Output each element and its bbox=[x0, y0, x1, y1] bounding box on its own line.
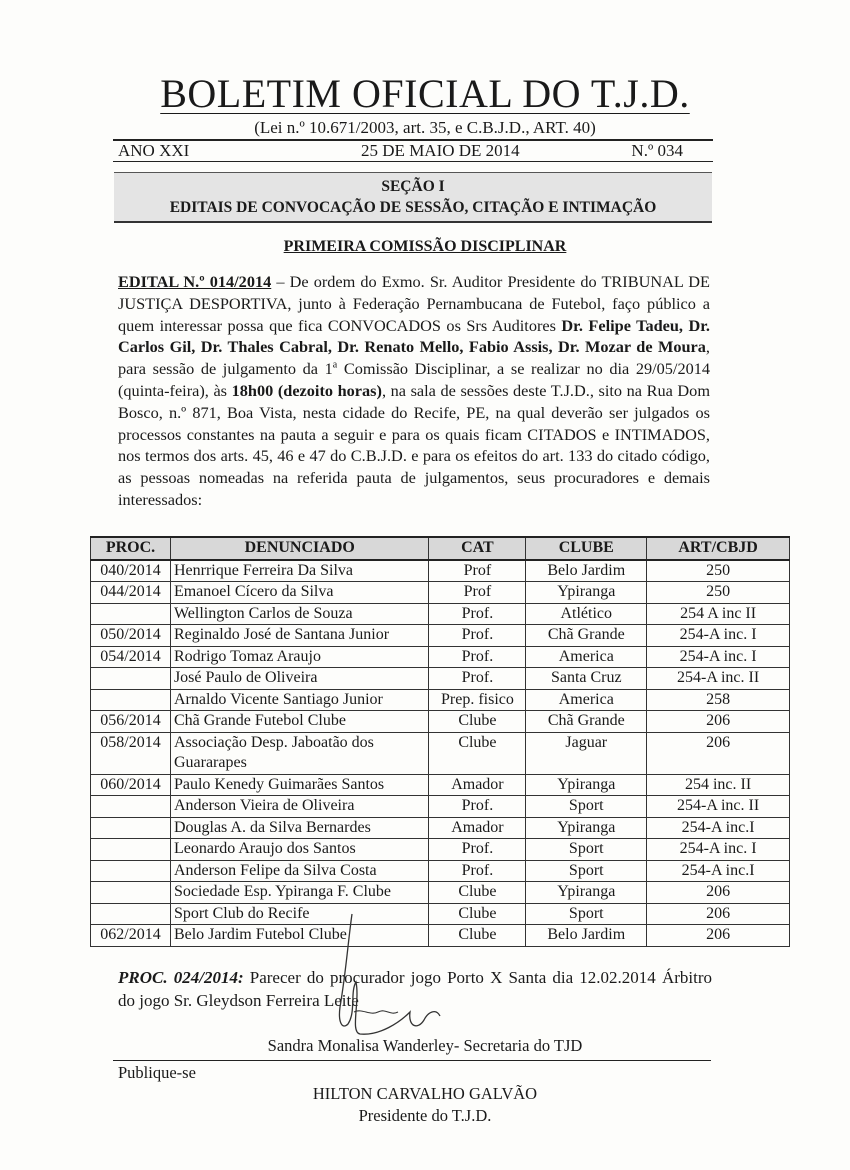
col-cat: CAT bbox=[429, 537, 526, 560]
president-block bbox=[0, 1083, 850, 1127]
publique-se: Publique-se bbox=[118, 1063, 196, 1082]
issue-info bbox=[118, 141, 683, 161]
section-title: EDITAIS DE CONVOCAÇÃO DE SESSÃO, CITAÇÃO E INTIMAÇÃO bbox=[169, 199, 657, 216]
cell-denunciado: José Paulo de Oliveira bbox=[170, 668, 429, 690]
cell-art: 258 bbox=[647, 689, 790, 711]
cell-clube: Belo Jardim bbox=[526, 560, 647, 582]
cell-clube: Jaguar bbox=[526, 732, 647, 774]
cell-cat: Prof. bbox=[429, 860, 526, 882]
table-row bbox=[91, 839, 790, 861]
table-header-row bbox=[91, 537, 790, 560]
cell-clube: Atlético bbox=[526, 603, 647, 625]
ordinal-sup: a bbox=[332, 359, 338, 371]
table-row bbox=[91, 732, 790, 774]
table-row bbox=[91, 582, 790, 604]
col-proc: PROC. bbox=[91, 537, 171, 560]
cell-art: 254 A inc II bbox=[647, 603, 790, 625]
bulletin-title: BOLETIM OFICIAL DO T.J.D. bbox=[160, 71, 690, 116]
cell-cat: Clube bbox=[429, 882, 526, 904]
cell-proc: 040/2014 bbox=[91, 560, 171, 582]
cell-denunciado: Sociedade Esp. Ypiranga F. Clube bbox=[170, 882, 429, 904]
cell-clube: Chã Grande bbox=[526, 625, 647, 647]
cell-denunciado: Wellington Carlos de Souza bbox=[170, 603, 429, 625]
table-row bbox=[91, 625, 790, 647]
cell-proc bbox=[91, 860, 171, 882]
cell-denunciado: Anderson Felipe da Silva Costa bbox=[170, 860, 429, 882]
table-row bbox=[91, 603, 790, 625]
cell-cat: Amador bbox=[429, 774, 526, 796]
cell-cat: Prof. bbox=[429, 668, 526, 690]
table-row bbox=[91, 796, 790, 818]
cell-cat: Clube bbox=[429, 711, 526, 733]
cell-proc bbox=[91, 817, 171, 839]
cell-cat: Prof. bbox=[429, 646, 526, 668]
table-row bbox=[91, 646, 790, 668]
cell-clube: Belo Jardim bbox=[526, 925, 647, 947]
auditors-list: Dr. Felipe Tadeu, Dr. Carlos Gil, Dr. Thales Cabral, Dr. Renato Mello, Fabio Assis, Dr. Mozar de Moura bbox=[118, 315, 711, 357]
cell-denunciado: Arnaldo Vicente Santiago Junior bbox=[170, 689, 429, 711]
cell-art: 254-A inc. II bbox=[647, 796, 790, 818]
cell-clube: Chã Grande bbox=[526, 711, 647, 733]
cell-proc: 050/2014 bbox=[91, 625, 171, 647]
cell-art: 206 bbox=[647, 925, 790, 947]
cell-proc bbox=[91, 603, 171, 625]
cell-cat: Prof bbox=[429, 582, 526, 604]
cell-denunciado: Reginaldo José de Santana Junior bbox=[170, 625, 429, 647]
cell-art: 250 bbox=[647, 560, 790, 582]
col-denunciado: DENUNCIADO bbox=[170, 537, 429, 560]
signature-rule bbox=[113, 1060, 711, 1061]
cell-proc bbox=[91, 689, 171, 711]
cell-denunciado: Henrrique Ferreira Da Silva bbox=[170, 560, 429, 582]
table-row bbox=[91, 817, 790, 839]
judgment-table bbox=[90, 536, 790, 947]
cell-clube: Sport bbox=[526, 839, 647, 861]
section-banner bbox=[114, 172, 712, 223]
cell-clube: Sport bbox=[526, 796, 647, 818]
cell-cat: Prof. bbox=[429, 839, 526, 861]
issue-date: 25 DE MAIO DE 2014 bbox=[361, 141, 520, 160]
cell-art: 254 inc. II bbox=[647, 774, 790, 796]
cell-denunciado: Paulo Kenedy Guimarães Santos bbox=[170, 774, 429, 796]
cell-proc: 060/2014 bbox=[91, 774, 171, 796]
cell-clube: Santa Cruz bbox=[526, 668, 647, 690]
president-title: Presidente do T.J.D. bbox=[358, 1106, 492, 1125]
cell-clube: America bbox=[526, 646, 647, 668]
header-rule-bottom bbox=[113, 161, 713, 162]
cell-cat: Amador bbox=[429, 817, 526, 839]
cell-proc bbox=[91, 668, 171, 690]
cell-clube: Ypiranga bbox=[526, 882, 647, 904]
edital-text-3: Comissão Disciplinar, a se realizar no dia 29/05/2014 (quinta-feira), às bbox=[118, 359, 711, 400]
cell-proc: 044/2014 bbox=[91, 582, 171, 604]
commission-title: PRIMEIRA COMISSÃO DISCIPLINAR bbox=[283, 238, 567, 255]
cell-denunciado: Associação Desp. Jaboatão dos Guararapes bbox=[170, 732, 429, 774]
col-clube: CLUBE bbox=[526, 537, 647, 560]
table-row bbox=[91, 774, 790, 796]
cell-proc: 058/2014 bbox=[91, 732, 171, 774]
cell-denunciado: Leonardo Araujo dos Santos bbox=[170, 839, 429, 861]
cell-cat: Clube bbox=[429, 732, 526, 774]
cell-art: 254-A inc. II bbox=[647, 668, 790, 690]
table-row bbox=[91, 711, 790, 733]
cell-cat: Prep. fisico bbox=[429, 689, 526, 711]
cell-art: 254-A inc.I bbox=[647, 817, 790, 839]
cell-proc: 056/2014 bbox=[91, 711, 171, 733]
edital-text-1: – De ordem do Exmo. Sr. Auditor Presidente do TRIBUNAL DE JUSTIÇA DESPORTIVA, junto à Federação Pernambucana de Futebol, faço público a quem interessar possa que fica CONVOCADOS os Srs Auditores bbox=[118, 272, 710, 335]
cell-art: 206 bbox=[647, 882, 790, 904]
proc-note-label: PROC. 024/2014: bbox=[118, 968, 244, 987]
edital-text-4: , na sala de sessões deste T.J.D., sito na Rua Dom Bosco, n.º 871, Boa Vista, nesta cidade do Recife, PE, na qual deverão ser julgados os processos constantes na pauta a seguir e para os quais ficam CITADOS e INTIMADOS, nos termos dos arts. 45, 46 e 47 do C.B.J.D. e para os efeitos do art. 133 do citado código, as pessoas nomeadas na referida pauta de julgamentos, seus procuradores e demais interessados: bbox=[118, 380, 710, 509]
cell-denunciado: Douglas A. da Silva Bernardes bbox=[170, 817, 429, 839]
cell-proc bbox=[91, 796, 171, 818]
cell-art: 206 bbox=[647, 711, 790, 733]
issue-number: N.º 034 bbox=[631, 141, 683, 160]
cell-cat: Prof. bbox=[429, 625, 526, 647]
cell-proc bbox=[91, 882, 171, 904]
president-name: HILTON CARVALHO GALVÃO bbox=[312, 1084, 538, 1103]
cell-art: 206 bbox=[647, 903, 790, 925]
section-number: SEÇÃO I bbox=[381, 178, 445, 195]
secretary-line: Sandra Monalisa Wanderley- Secretaria do TJD bbox=[267, 1036, 583, 1055]
cell-clube: Sport bbox=[526, 903, 647, 925]
proc-note-text: Parecer do procurador jogo Porto X Santa dia 12.02.2014 Árbitro do jogo Sr. Gleydson Ferreira Leite bbox=[118, 968, 712, 1010]
edital-paragraph bbox=[118, 271, 710, 511]
cell-art: 250 bbox=[647, 582, 790, 604]
cell-proc bbox=[91, 903, 171, 925]
cell-art: 254-A inc. I bbox=[647, 625, 790, 647]
cell-art: 254-A inc. I bbox=[647, 646, 790, 668]
cell-proc: 054/2014 bbox=[91, 646, 171, 668]
cell-denunciado: Emanoel Cícero da Silva bbox=[170, 582, 429, 604]
cell-clube: Ypiranga bbox=[526, 774, 647, 796]
cell-clube: Sport bbox=[526, 860, 647, 882]
col-art: ART/CBJD bbox=[647, 537, 790, 560]
cell-cat: Prof bbox=[429, 560, 526, 582]
table-row bbox=[91, 689, 790, 711]
bulletin-subtitle: (Lei n.º 10.671/2003, art. 35, e C.B.J.D., ART. 40) bbox=[254, 118, 596, 137]
cell-cat: Prof. bbox=[429, 796, 526, 818]
cell-denunciado: Belo Jardim Futebol Clube bbox=[170, 925, 429, 947]
table-row bbox=[91, 668, 790, 690]
cell-denunciado: Chã Grande Futebol Clube bbox=[170, 711, 429, 733]
edital-label: EDITAL N.º 014/2014 bbox=[118, 272, 272, 291]
cell-art: 254-A inc. I bbox=[647, 839, 790, 861]
cell-art: 206 bbox=[647, 732, 790, 774]
cell-denunciado: Sport Club do Recife bbox=[170, 903, 429, 925]
edital-text-2: , para sessão de julgamento da 1 bbox=[118, 337, 710, 379]
handwritten-signature bbox=[290, 912, 450, 1042]
cell-cat: Clube bbox=[429, 925, 526, 947]
cell-cat: Prof. bbox=[429, 603, 526, 625]
cell-proc bbox=[91, 839, 171, 861]
table-row bbox=[91, 560, 790, 582]
cell-proc: 062/2014 bbox=[91, 925, 171, 947]
session-time: 18h00 (dezoito horas) bbox=[231, 380, 382, 400]
cell-denunciado: Anderson Vieira de Oliveira bbox=[170, 796, 429, 818]
cell-cat: Clube bbox=[429, 903, 526, 925]
table-row bbox=[91, 882, 790, 904]
table-row bbox=[91, 860, 790, 882]
issue-year: ANO XXI bbox=[118, 141, 190, 160]
cell-clube: Ypiranga bbox=[526, 582, 647, 604]
cell-art: 254-A inc.I bbox=[647, 860, 790, 882]
cell-clube: America bbox=[526, 689, 647, 711]
cell-clube: Ypiranga bbox=[526, 817, 647, 839]
cell-denunciado: Rodrigo Tomaz Araujo bbox=[170, 646, 429, 668]
